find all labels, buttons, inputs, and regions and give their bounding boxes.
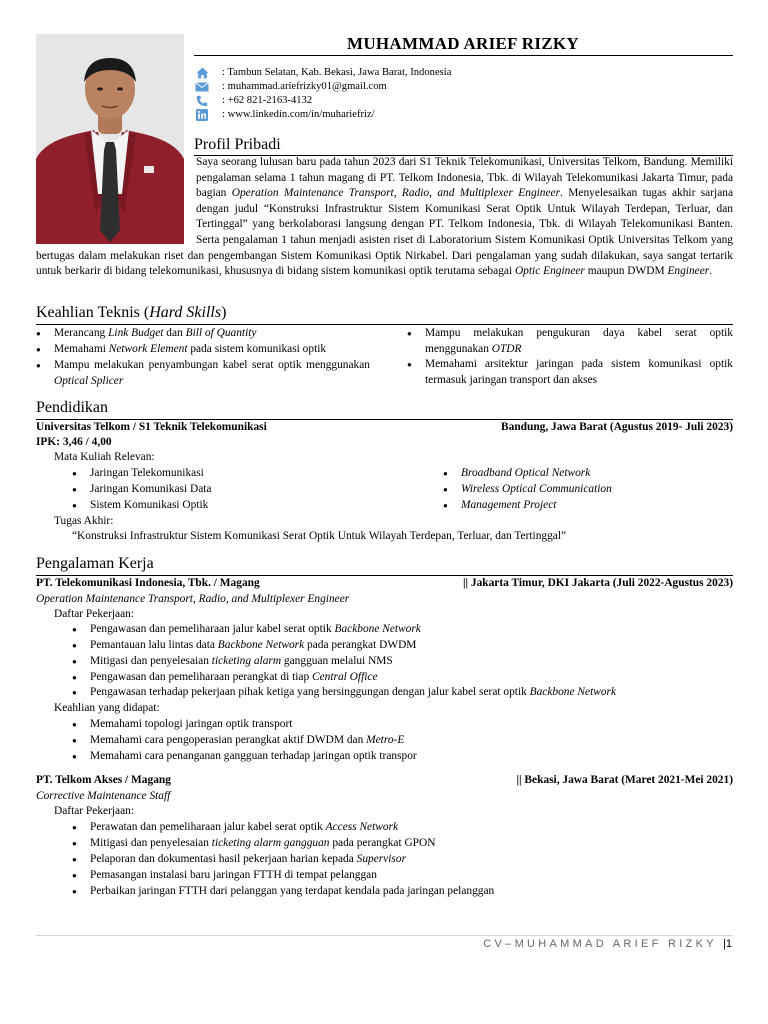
task-item: ● Perbaikan jaringan FTTH dari pelanggan yang terdapat kendala pada jaringan pelanggan xyxy=(72,885,495,897)
courses-label: Mata Kuliah Relevan: xyxy=(54,451,155,463)
job-location: || Bekasi, Jawa Barat (Maret 2021-Mei 2021) xyxy=(516,774,733,786)
contact-phone xyxy=(194,94,312,108)
name-divider xyxy=(194,55,733,56)
task-item: ● Pelaporan dan dokumentasi hasil pekerjaan harian kepada Supervisor xyxy=(72,853,406,865)
course-item: ● Broadband Optical Network xyxy=(443,467,591,479)
thesis-label: Tugas Akhir: xyxy=(54,515,114,527)
skill-item: ● Merancang Link Budget dan Bill of Quantity xyxy=(36,327,257,339)
task-item: ● Pengawasan dan pemeliharaan jalur kabel serat optik Backbone Network xyxy=(72,623,421,635)
education-heading: Pendidikan xyxy=(36,399,108,416)
contact-email xyxy=(194,80,387,94)
profile-heading: Profil Pribadi xyxy=(194,136,281,153)
task-item: ● Pemantauan lalu lintas data Backbone Network pada perangkat DWDM xyxy=(72,639,417,651)
experience-heading: Pengalaman Kerja xyxy=(36,555,154,572)
footer-divider xyxy=(36,935,733,936)
skill-gained-item: ● Memahami cara penanganan gangguan terhadap jaringan optik transpor xyxy=(72,750,417,762)
course-item: ● Wireless Optical Communication xyxy=(443,483,612,495)
skills-heading: Keahlian Teknis (Hard Skills) xyxy=(36,304,227,321)
page-footer xyxy=(483,937,732,953)
company: PT. Telekomunikasi Indonesia, Tbk. / Magang xyxy=(36,577,260,589)
task-item: ● Pengawasan terhadap pekerjaan pihak ketiga yang bersinggungan dengan jalur kabel serat optik Backbone Network xyxy=(72,686,617,698)
job-row xyxy=(36,773,733,789)
linkedin-text[interactable]: : www.linkedin.com/in/muhariefriz/ xyxy=(222,109,375,121)
profile-paragraph: Saya seorang lulusan baru pada tahun 2023 dari S1 Teknik Telekomunikasi, Universitas Telkom, Bandung. Memiliki pengalaman selama 1 tahun magang di PT. Telkom Indonesia, Tbk. di Wilayah Telekomunikasi Jakarta Timur, pada bagian Operation Maintenance Transport, Radio, and Multiplexer Engineer. Menyelesaikan tugas akhir sarjana dengan judul “Konstruksi Infrastruktur Sistem Komunikasi Serat Optik Untuk Wilayah Terdepan, Terluar, dan Tertinggal” yang berkolaborasi langsung dengan PT. Telkom Indonesia, Tbk. di Wilayah Telekomunikasi Banten. Serta pengalaman 1 tahun menjadi asisten riset di Laboratorium Sistem Komunikasi Optik Universitas Telkom yang bertugas dalam melakukan riset dan pengembangan Sistem Komunikasi Optik Nirkabel. Dari pengalaman yang sudah dilakukan, saya sangat tertarik untuk berkarir di bidang telekomunikasi, khususnya di bidang sistem komunikasi optik terutama sebagai Optic Engineer maupun DWDM Engineer. xyxy=(36,156,734,278)
page-number: |1 xyxy=(723,938,732,950)
course-item: ● Jaringan Komunikasi Data xyxy=(72,483,212,495)
course-item: ● Jaringan Telekomunikasi xyxy=(72,467,204,479)
contact-linkedin xyxy=(194,108,375,122)
skill-item: ● Mampu melakukan penyambungan kabel serat optik menggunakan Optical Splicer xyxy=(36,359,370,387)
skills-divider xyxy=(36,324,733,325)
company: PT. Telkom Akses / Magang xyxy=(36,774,171,786)
skill-item: ● Memahami arsitektur jaringan pada sistem komunikasi optik termasuk jaringan transport dan akses xyxy=(407,358,733,386)
job-location: || Jakarta Timur, DKI Jakarta (Juli 2022-Agustus 2023) xyxy=(463,577,733,589)
course-item: ● Sistem Komunikasi Optik xyxy=(72,499,209,511)
photo-wrap-spacer xyxy=(36,155,196,244)
candidate-name: MUHAMMAD ARIEF RIZKY xyxy=(346,34,580,53)
footer-text: CV–MUHAMMAD ARIEF RIZKY xyxy=(483,938,717,950)
job-role: Corrective Maintenance Staff xyxy=(36,790,171,802)
education-row xyxy=(36,420,733,436)
linkedin-icon xyxy=(195,109,209,121)
institution: Universitas Telkom / S1 Teknik Telekomunikasi xyxy=(36,421,267,433)
contact-address xyxy=(194,66,451,80)
thesis-title: “Konstruksi Infrastruktur Sistem Komunikasi Serat Optik Untuk Wilayah Terdepan, Terluar, dan Tertinggal” xyxy=(72,530,567,542)
education-location: Bandung, Jawa Barat (Agustus 2019- Juli 2023) xyxy=(501,421,733,433)
task-item: ● Mitigasi dan penyelesaian ticketing alarm gangguan melalui NMS xyxy=(72,655,393,667)
course-item: ● Management Project xyxy=(443,499,557,511)
email-text[interactable]: : muhammad.ariefrizky01@gmail.com xyxy=(222,81,387,93)
email-icon xyxy=(195,81,209,93)
ipk: IPK: 3,46 / 4,00 xyxy=(36,436,112,448)
skill-gained-item: ● Memahami cara pengoperasian perangkat aktif DWDM dan Metro-E xyxy=(72,734,405,746)
job-row xyxy=(36,576,733,592)
skill-item: ● Memahami Network Element pada sistem komunikasi optik xyxy=(36,343,327,355)
home-icon xyxy=(195,67,209,79)
skills-gained-label: Keahlian yang didapat: xyxy=(54,702,160,714)
task-item: ● Pengawasan dan pemeliharaan perangkat di tiap Central Office xyxy=(72,671,378,683)
phone-text: : +62 821-2163-4132 xyxy=(222,95,313,107)
tasks-label: Daftar Pekerjaan: xyxy=(54,805,135,817)
task-item: ● Pemasangan instalasi baru jaringan FTTH di tempat pelanggan xyxy=(72,869,377,881)
task-item: ● Mitigasi dan penyelesaian ticketing alarm gangguan pada perangkat GPON xyxy=(72,837,436,849)
job-role: Operation Maintenance Transport, Radio, and Multiplexer Engineer xyxy=(36,593,350,605)
skill-gained-item: ● Memahami topologi jaringan optik transport xyxy=(72,718,293,730)
tasks-label: Daftar Pekerjaan: xyxy=(54,608,135,620)
skill-item: ● Mampu melakukan pengukuran daya kabel serat optik menggunakan OTDR xyxy=(407,327,733,355)
phone-icon xyxy=(195,95,209,107)
address-text: : Tambun Selatan, Kab. Bekasi, Jawa Barat, Indonesia xyxy=(222,67,452,79)
task-item: ● Perawatan dan pemeliharaan jalur kabel serat optik Access Network xyxy=(72,821,399,833)
